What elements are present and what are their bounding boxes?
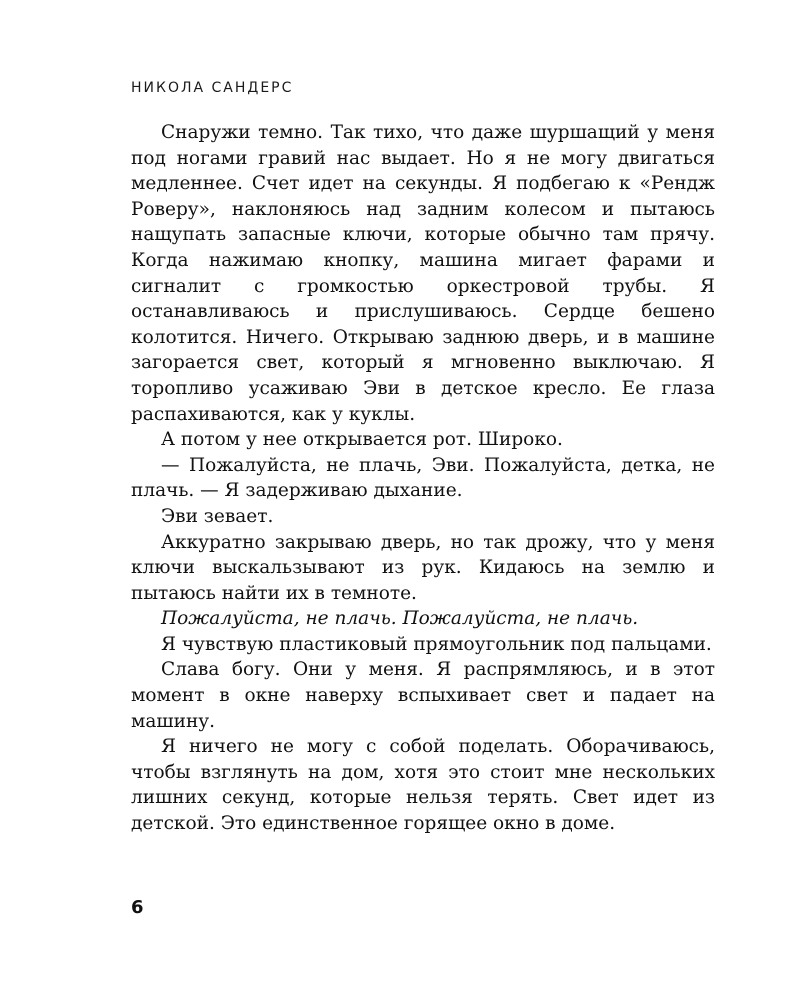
paragraph: Слава богу. Они у меня. Я распрямляюсь, и в этот момент в окне наверху вспыхивает свет и падает на машину. xyxy=(131,659,715,732)
paragraph: Эви зевает. xyxy=(161,505,274,527)
paragraph: А потом у нее открывается рот. Широко. xyxy=(161,429,563,451)
body-text xyxy=(131,120,715,837)
running-head-author: НИКОЛА САНДЕРС xyxy=(131,80,294,96)
page-number: 6 xyxy=(131,897,144,918)
paragraph: Снаружи темно. Так тихо, что даже шуршащий у меня под ногами гравий нас выдает. Но я не могу двигаться медленнее. Счет идет на секунды. Я подбегаю к «Рендж Роверу», наклоняюсь над задним колесом и пытаюсь нащупать запасные ключи, которые обычно там прячу. Когда нажимаю кнопку, машина мигает фарами и сигналит с громкостью оркестровой трубы. Я останавливаюсь и прислушиваюсь. Сердце бешено колотится. Ничего. Открываю заднюю дверь, и в машине загорается свет, который я мгновенно выключаю. Я торопливо усаживаю Эви в детское кресло. Ее глаза распахиваются, как у куклы. xyxy=(131,122,715,425)
italic-paragraph: Пожалуйста, не плачь. Пожалуйста, не плачь. xyxy=(161,608,639,630)
paragraph: Я чувствую пластиковый прямоугольник под пальцами. xyxy=(161,633,712,655)
paragraph: — Пожалуйста, не плачь, Эви. Пожалуйста, детка, не плачь. — Я задерживаю дыхание. xyxy=(131,454,715,502)
paragraph: Аккуратно закрываю дверь, но так дрожу, что у меня ключи выскальзывают из рук. Кидаюсь на землю и пытаюсь найти их в темноте. xyxy=(131,531,715,604)
paragraph: Я ничего не могу с собой поделать. Оборачиваюсь, чтобы взглянуть на дом, хотя это стоит мне нескольких лишних секунд, которые нельзя терять. Свет идет из детской. Это единственное горящее окно в доме. xyxy=(131,736,715,835)
